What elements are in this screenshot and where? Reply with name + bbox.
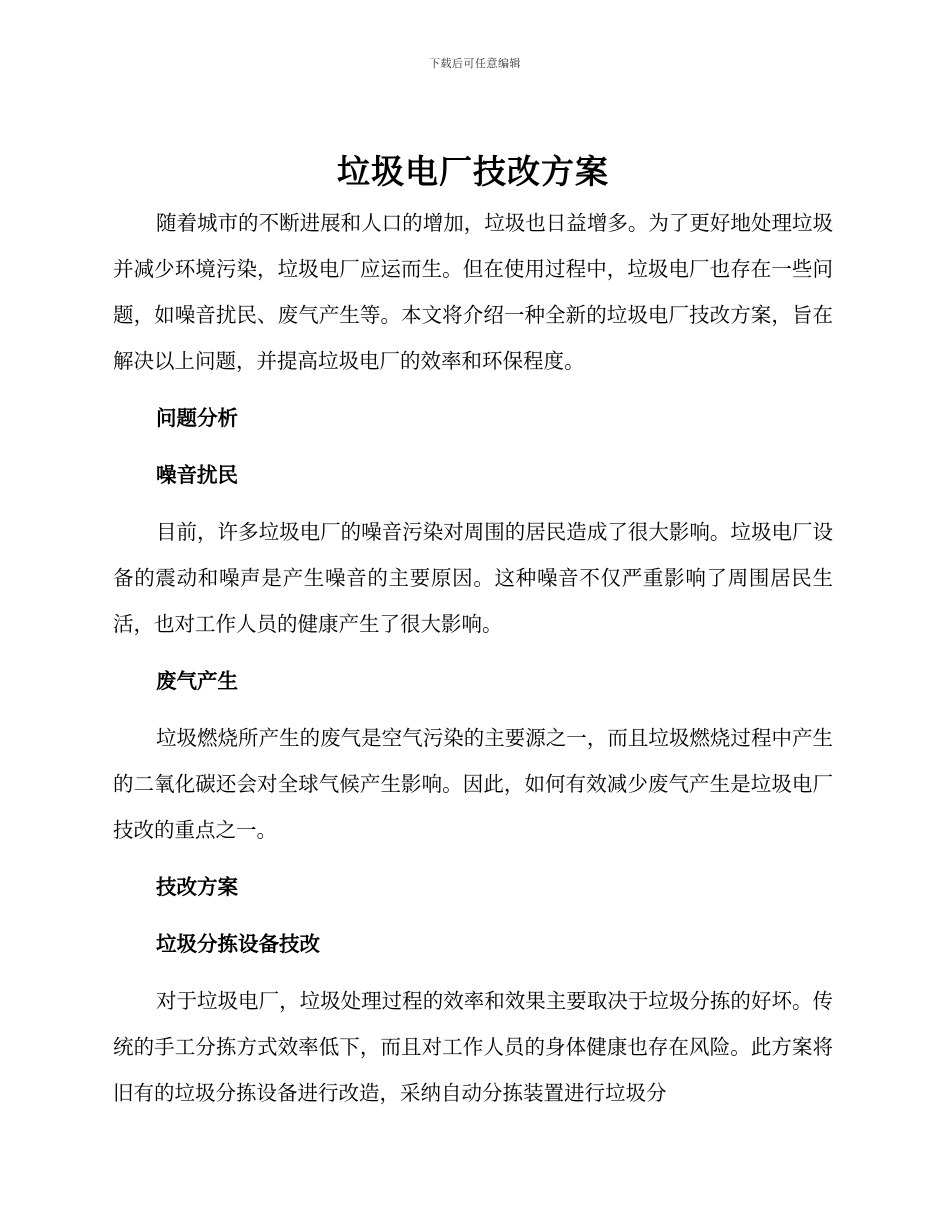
sorting-equipment-heading: 垃圾分拣设备技改 <box>156 932 320 956</box>
noise-heading: 噪音扰民 <box>156 463 238 487</box>
exhaust-gas-heading: 废气产生 <box>156 669 238 693</box>
intro-paragraph: 随着城市的不断进展和人口的增加，垃圾也日益增多。为了更好地处理垃圾并减少环境污染，垃圾电厂应运而生。但在使用过程中，垃圾电厂也存在一些问题，如噪音扰民、废气产生等。本文将介绍一种全新的垃圾电厂技改方案，旨在解决以上问题，并提高垃圾电厂的效率和环保程度。 <box>113 211 833 373</box>
renovation-plan-heading: 技改方案 <box>156 875 238 899</box>
noise-paragraph: 目前，许多垃圾电厂的噪音污染对周围的居民造成了很大影响。垃圾电厂设备的震动和噪声是产生噪音的主要原因。这种噪音不仅严重影响了周围居民生活，也对工作人员的健康产生了很大影响。 <box>113 520 833 636</box>
sorting-paragraph: 对于垃圾电厂，垃圾处理过程的效率和效果主要取决于垃圾分拣的好坏。传统的手工分拣方式效率低下，而且对工作人员的身体健康也存在风险。此方案将旧有的垃圾分拣设备进行改造，采纳自动分拣装置进行垃圾分 <box>113 989 833 1105</box>
problem-analysis-heading: 问题分析 <box>156 406 238 430</box>
document-title: 垃圾电厂技改方案 <box>337 152 609 191</box>
exhaust-gas-paragraph: 垃圾燃烧所产生的废气是空气污染的主要源之一，而且垃圾燃烧过程中产生的二氧化碳还会对全球气候产生影响。因此，如何有效减少废气产生是垃圾电厂技改的重点之一。 <box>113 726 833 842</box>
header-note: 下载后可任意编辑 <box>429 57 521 70</box>
document-body <box>113 148 833 1116</box>
